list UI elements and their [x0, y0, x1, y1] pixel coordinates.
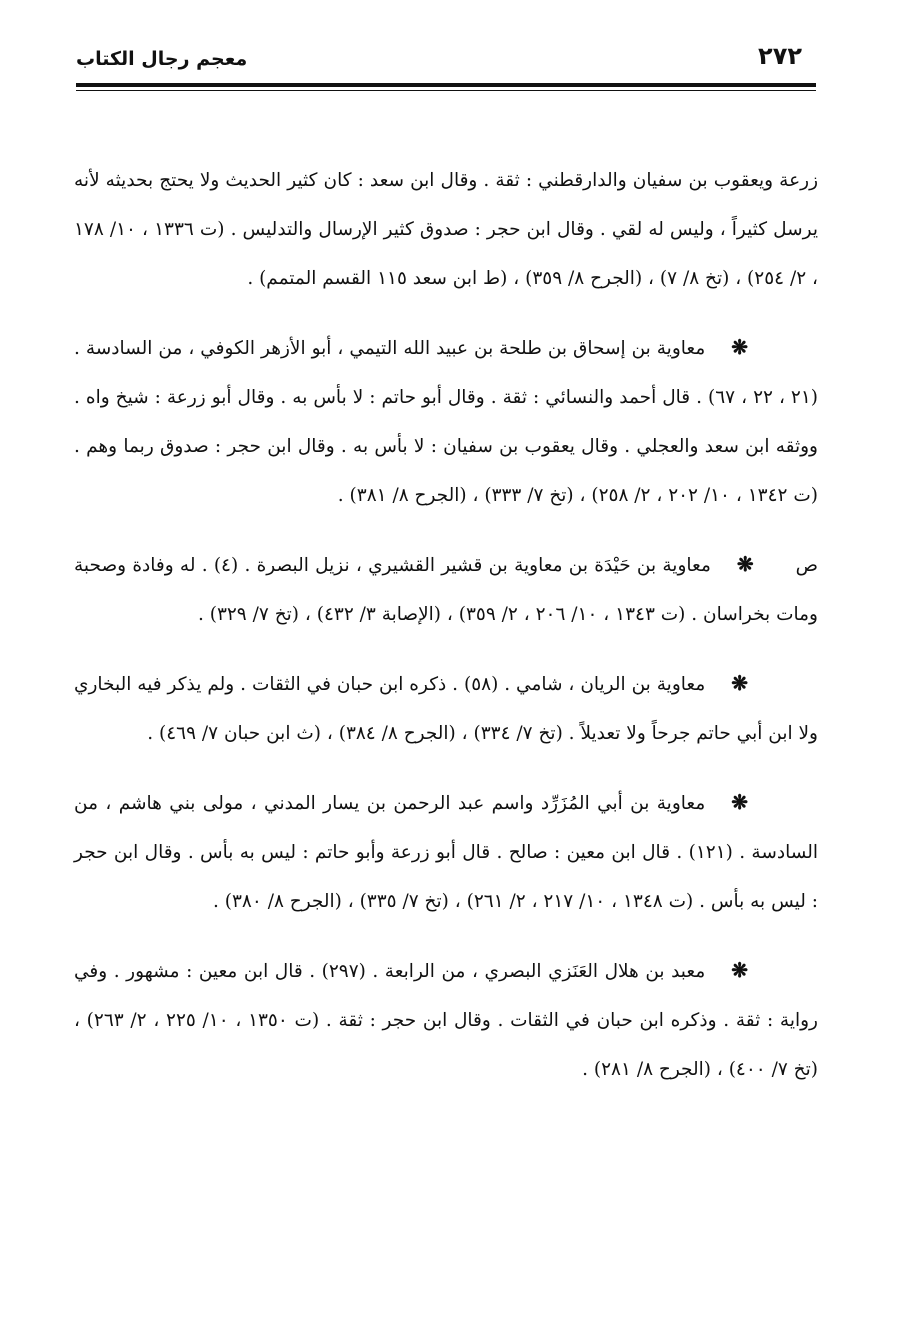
page-number: ٢٧٢ [758, 42, 802, 70]
entry-text: معبد بن هلال العَنَزي البصري ، من الرابعة . (٢٩٧) . قال ابن معين : مشهور . وفي رواية : ثقة . وذكره ابن حبان في الثقات . وقال ابن حجر : ثقة . (ت ١٣٥٠ ، ١٠/ ٢٢٥ ، ٢/ ٢٦٣) ، (تخ ٧/ ٤٠٠) ، (الجرح ٨/ ٢٨١) . [74, 961, 818, 1080]
continuation-paragraph [74, 156, 818, 303]
star-icon: ❋ [731, 671, 748, 695]
star-icon: ❋ [731, 958, 748, 982]
header-rule-thick [76, 83, 816, 87]
entry-text: معاوية بن حَيْدَة بن معاوية بن قشير القشيري ، نزيل البصرة . (٤) . له وفادة وصحبة ومات بخراسان . (ت ١٣٤٣ ، ١٠/ ٢٠٦ ، ٢/ ٣٥٩) ، (الإصابة ٣/ ٤٣٢) ، (تخ ٧/ ٣٢٩) . [74, 555, 818, 625]
star-icon: ❋ [731, 790, 748, 814]
star-icon: ❋ [736, 552, 754, 576]
narrator-entry [74, 323, 818, 520]
entry-text: معاوية بن أبي المُزَرِّد واسم عبد الرحمن بن يسار المدني ، مولى بني هاشم ، من السادسة . (١٢١) . قال ابن معين : صالح . قال أبو زرعة وأبو حاتم : ليس به بأس . وقال ابن حجر : ليس به بأس . (ت ١٣٤٨ ، ١٠/ ٢١٧ ، ٢/ ٢٦١) ، (تخ ٧/ ٣٣٥) ، (الجرح ٨/ ٣٨٠) . [74, 793, 818, 912]
paragraph-text: زرعة ويعقوب بن سفيان والدارقطني : ثقة . وقال ابن سعد : كان كثير الحديث ولا يحتج بحديثه لأنه يرسل كثيراً ، وليس له لقي . وقال ابن حجر : صدوق كثير الإرسال والتدليس . (ت ١٣٣٦ ، ١٠/ ١٧٨ ، ٢/ ٢٥٤) ، (تخ ٨/ ٧) ، (الجرح ٨/ ٣٥٩) ، (ط ابن سعد ١١٥ القسم المتمم) . [74, 170, 818, 289]
page-body [74, 156, 818, 1094]
header-rule-thin [76, 90, 816, 91]
narrator-entry [74, 659, 818, 758]
narrator-entry [74, 778, 818, 926]
running-header [76, 40, 816, 76]
star-icon: ❋ [731, 335, 748, 359]
entry-text: معاوية بن إسحاق بن طلحة بن عبيد الله التيمي ، أبو الأزهر الكوفي ، من السادسة . (٢١ ، ٢٢ ، ٦٧) . قال أحمد والنسائي : ثقة . وقال أبو حاتم : لا بأس به . وقال أبو زرعة : شيخ واه . ووثقه ابن سعد والعجلي . وقال يعقوب بن سفيان : لا بأس به . وقال ابن حجر : صدوق ربما وهم . (ت ١٣٤٢ ، ١٠/ ٢٠٢ ، ٢/ ٢٥٨) ، (تخ ٧/ ٣٣٣) ، (الجرح ٨/ ٣٨١) . [74, 338, 819, 506]
narrator-entry [74, 946, 818, 1094]
narrator-entry [74, 540, 818, 639]
entry-text: معاوية بن الريان ، شامي . (٥٨) . ذكره ابن حبان في الثقات . ولم يذكر فيه البخاري ولا ابن أبي حاتم جرحاً ولا تعديلاً . (تخ ٧/ ٣٣٤) ، (الجرح ٨/ ٣٨٤) ، (ث ابن حبان ٧/ ٤٦٩) . [74, 674, 818, 744]
book-title: معجم رجال الكتاب [76, 48, 248, 70]
entry-sigil: ص [795, 555, 818, 576]
